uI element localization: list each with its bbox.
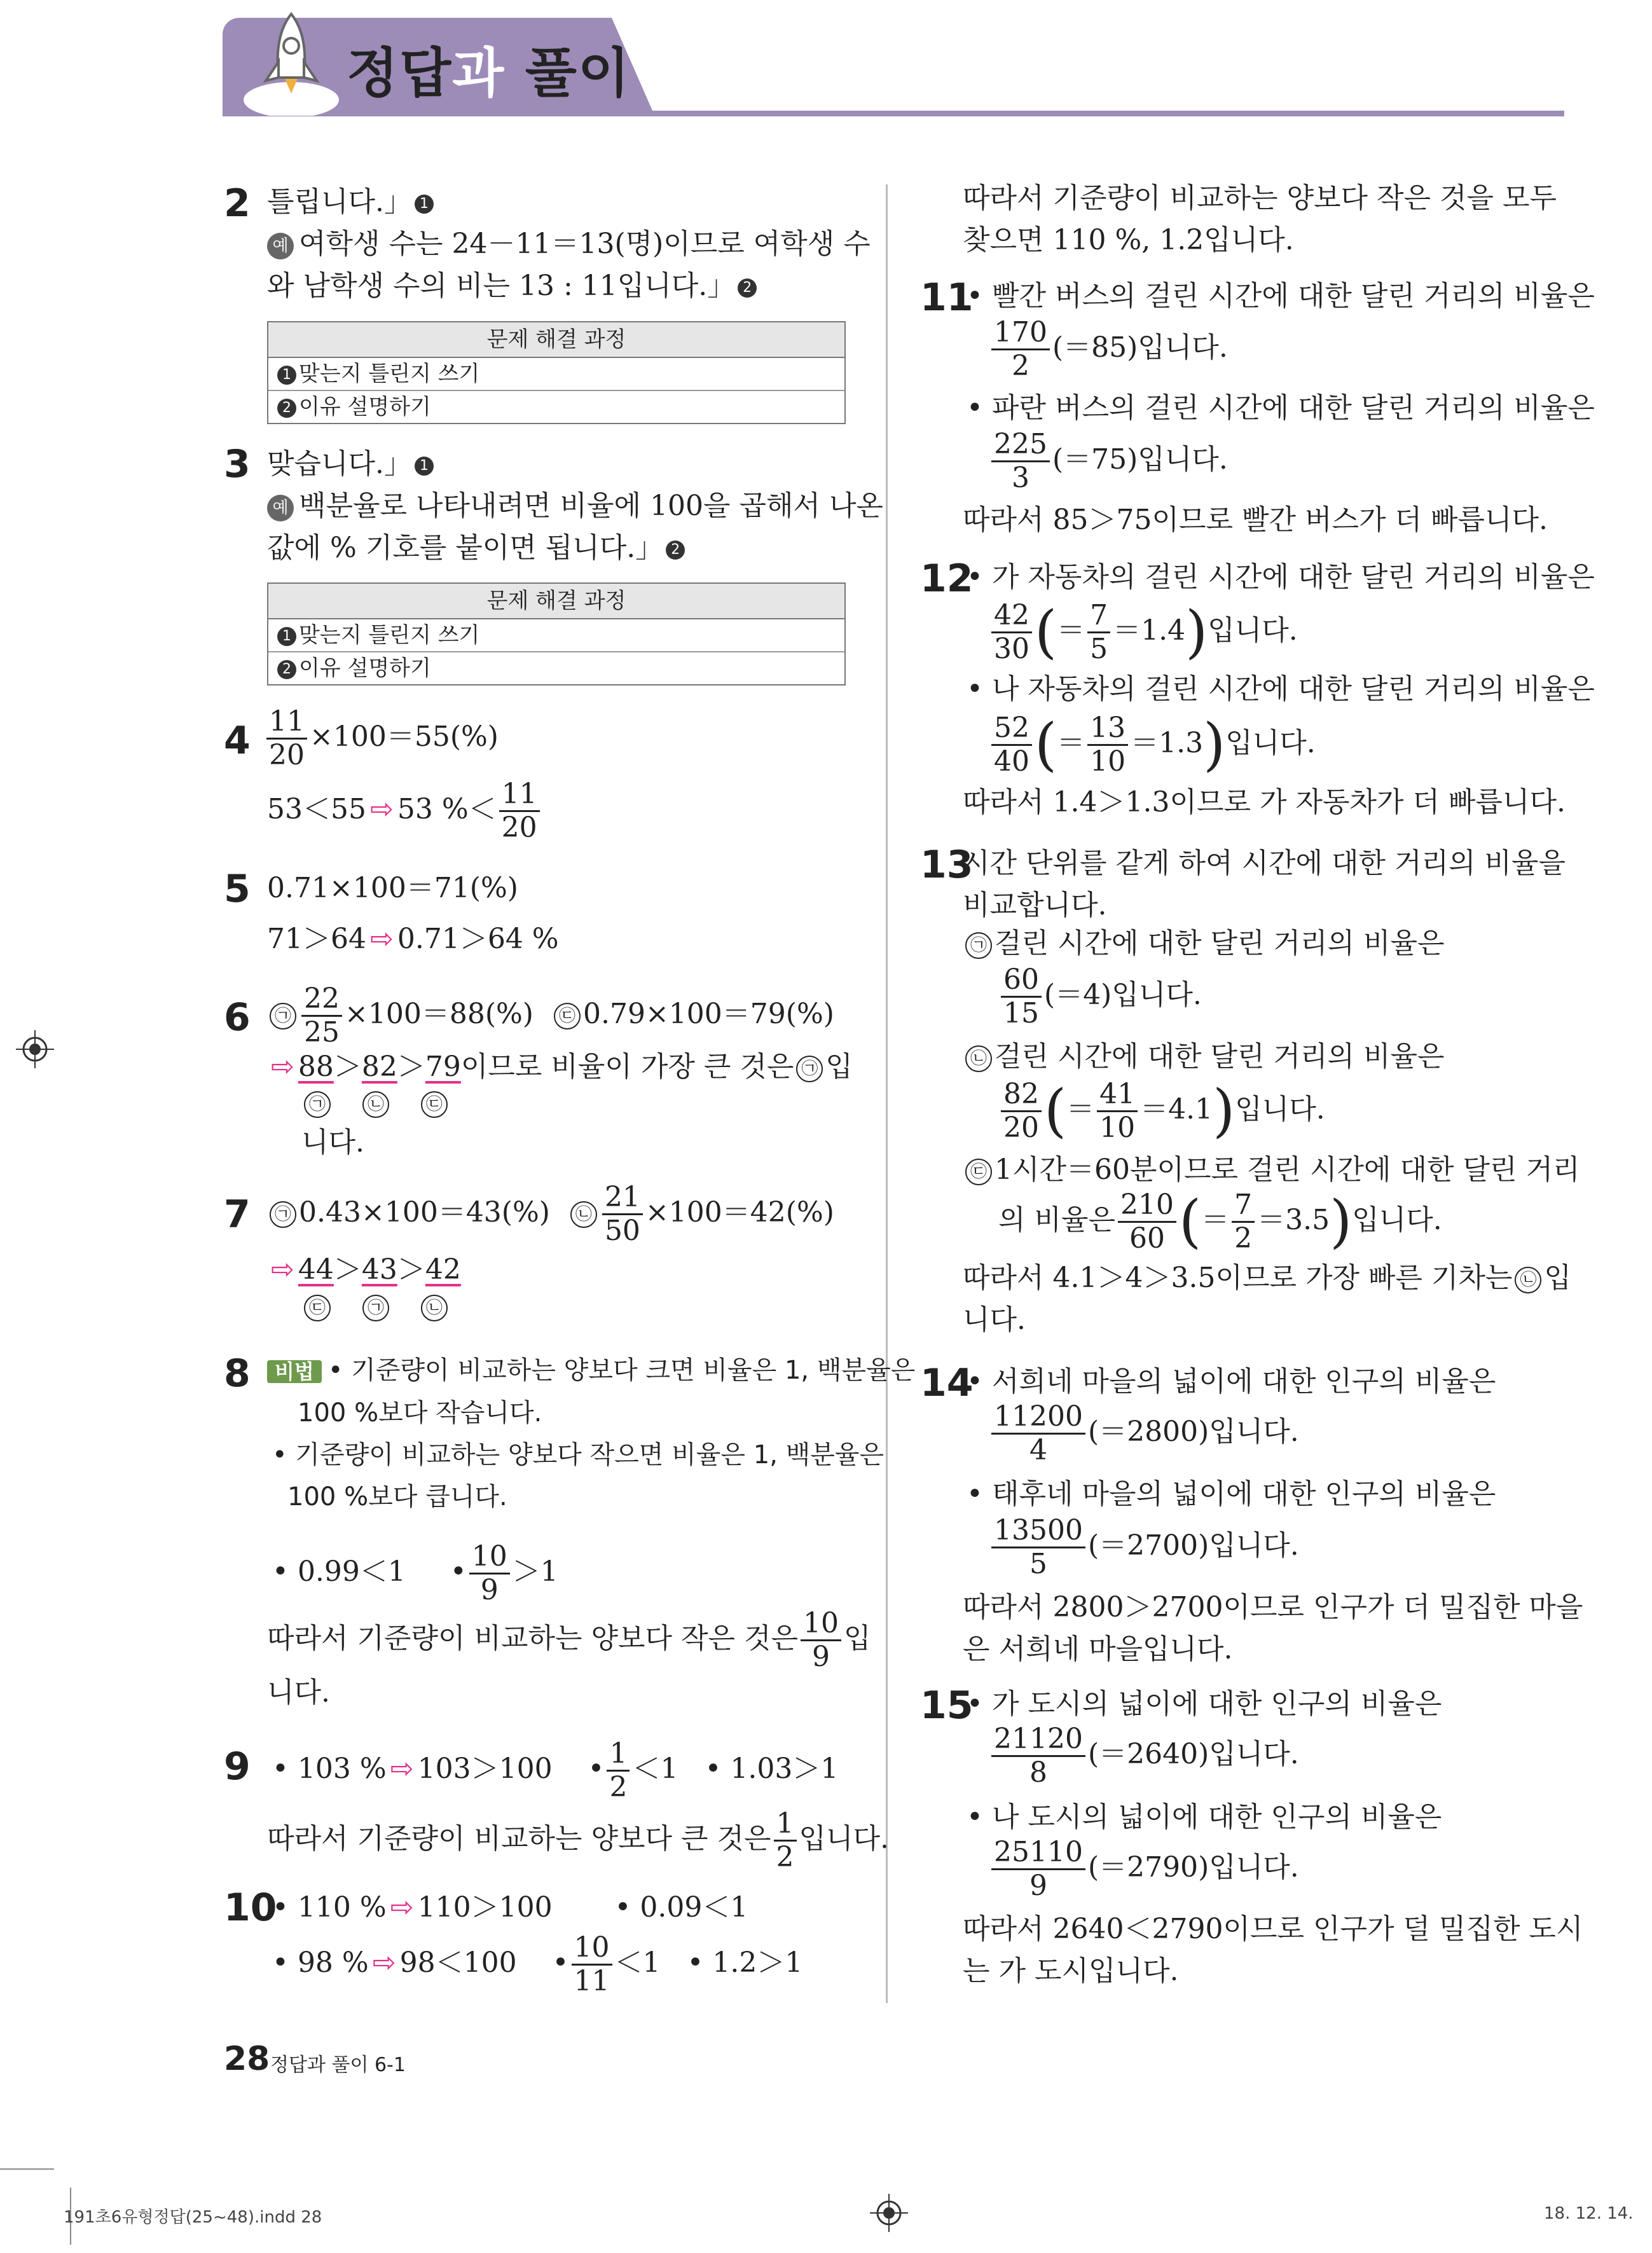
comparison: 71＞64 ⇨ 0.71＞64 % (267, 923, 559, 955)
fraction: $\frac{11}{20}$ (266, 707, 307, 770)
answer-line: 맞습니다.」 1 (267, 450, 436, 478)
text-line: 은 서희네 마을입니다. (963, 1633, 1233, 1665)
explanation-line: 와 남학생 수의 비는 13 : 11입니다.」 2 (267, 272, 759, 300)
comparison: • 98 % ⇨ 98＜100 • $\frac{10}{11}$ ＜1 • 1.2＞1 (272, 1931, 803, 1998)
registration-mark-icon (16, 1030, 54, 1068)
text-line: 따라서 4.1＞4＞3.5이므로 가장 빠른 기차는 ㉡ 입 (963, 1262, 1571, 1294)
equation: $\frac{13500}{5}$ (＝2700)입니다. (989, 1516, 1299, 1579)
footer-label: 정답과 풀이 6-1 (270, 2054, 406, 2076)
arrow-icon: ⇨ (369, 793, 394, 826)
registration-mark-icon (870, 2194, 908, 2232)
equation: $\frac{21120}{8}$ (＝2640)입니다. (989, 1725, 1299, 1788)
explanation-line: 값에 % 기호를 붙이면 됩니다.」 2 (267, 534, 687, 562)
question-number: 3 (224, 442, 251, 486)
text-line: 시간 단위를 같게 하여 시간에 대한 거리의 비율을 (963, 847, 1566, 879)
question-number: 11 (920, 275, 974, 320)
question-number: 9 (224, 1744, 251, 1789)
rocket-icon (240, 8, 342, 116)
print-slug: 191초6유형정답(25~48).indd 28 (64, 2208, 322, 2227)
text-line: 따라서 1.4＞1.3이므로 가 자동차가 더 빠릅니다. (963, 786, 1566, 818)
equation: $\frac{170}{2}$ (＝85)입니다. (989, 318, 1228, 381)
question-number: 5 (224, 867, 251, 911)
comparison: 53＜55 ⇨ 53 %＜ $\frac{11}{20}$ (267, 780, 542, 843)
text-line: 니다. (267, 1676, 330, 1709)
explanation-line: 예 백분율로 나타내려면 비율에 100을 곱해서 나온 (267, 492, 883, 521)
comparison: • 103 % ⇨ 103＞100 • $\frac{1}{2}$ ＜1 • 1.03＞1 (272, 1737, 839, 1804)
comparison: ⇨ 88＞82＞79이므로 비율이 가장 큰 것은 ㉠ 입 (271, 1051, 853, 1083)
marker-2: 2 (738, 279, 757, 298)
table-row: 1 맞는지 틀린지 쓰기 (268, 358, 844, 390)
equation: $\frac{25110}{9}$ (＝2790)입니다. (989, 1838, 1299, 1901)
text-line: 비교합니다. (963, 889, 1107, 921)
tip-line: 비법 • 기준량이 비교하는 양보다 크면 비율은 1, 백분율은 (267, 1358, 915, 1383)
comparison: • 0.99＜1 • $\frac{10}{9}$ ＞1 (272, 1540, 558, 1607)
text-line: • 태후네 마을의 넓이에 대한 인구의 비율은 (967, 1478, 1496, 1510)
example-badge: 예 (267, 495, 294, 521)
question-number: 14 (920, 1361, 974, 1405)
equation: 0.71×100＝71(%) (267, 872, 518, 904)
comparison: • 110 % ⇨ 110＞100 • 0.09＜1 (272, 1891, 748, 1924)
equation: ㉠ $\frac{22}{25}$ ×100＝88(%) ㉢ 0.79×100＝79(%) (267, 984, 834, 1047)
question-number: 8 (224, 1351, 251, 1396)
equation: $\frac{52}{40}$ (＝ $\frac{13}{10}$ ＝1.3)입니다. (989, 713, 1316, 776)
equation: $\frac{42}{30}$ (＝ $\frac{7}{5}$ ＝1.4)입니다. (989, 601, 1298, 664)
tip-line: 100 %보다 작습니다. (298, 1398, 542, 1428)
header-rule (223, 111, 1564, 116)
page-number: 28 (224, 2040, 270, 2078)
text-line: • 파란 버스의 걸린 시간에 대한 달린 거리의 비율은 (967, 392, 1595, 424)
equation: 의 비율은 $\frac{210}{60}$ (＝ $\frac{7}{2}$ ＝3.5)입니다. (998, 1188, 1442, 1255)
marker-1: 1 (415, 195, 434, 214)
tip-line: • 기준량이 비교하는 양보다 작으면 비율은 1, 백분율은 (272, 1440, 885, 1470)
text-line: 따라서 기준량이 비교하는 양보다 큰 것은 $\frac{1}{2}$ 입니다. (267, 1807, 889, 1874)
text-line: 따라서 기준량이 비교하는 양보다 작은 것은 $\frac{10}{9}$ 입 (267, 1607, 871, 1674)
page-title: 정답과 풀이 (347, 42, 631, 104)
tip-line: 100 %보다 큽니다. (287, 1482, 507, 1512)
question-number: 7 (224, 1192, 251, 1237)
equation: $\frac{82}{20}$ (＝ $\frac{41}{10}$ ＝4.1)입니다. (998, 1080, 1325, 1143)
equation: ㉠ 0.43×100＝43(%) ㉡ $\frac{21}{50}$ ×100＝42(%) (267, 1183, 834, 1246)
text-line: 따라서 85＞75이므로 빨간 버스가 더 빠릅니다. (963, 504, 1548, 536)
text-line: ㉢ 1시간＝60분이므로 걸린 시간에 대한 달린 거리 (963, 1156, 1580, 1185)
print-date: 18. 12. 14. (1544, 2204, 1634, 2223)
answer-line: 틀립니다.」 1 (267, 188, 436, 216)
example-badge: 예 (267, 233, 294, 259)
equation: $\frac{11200}{4}$ (＝2800)입니다. (989, 1402, 1299, 1465)
table-row: 1 맞는지 틀린지 쓰기 (268, 619, 844, 651)
column-divider (886, 184, 888, 2003)
question-number: 6 (224, 995, 251, 1040)
text-line: • 가 자동차의 걸린 시간에 대한 달린 거리의 비율은 (967, 561, 1595, 593)
text-line: 따라서 2800＞2700이므로 인구가 더 밀집한 마을 (963, 1591, 1583, 1623)
text-line: 니다. (301, 1126, 364, 1159)
question-number: 15 (920, 1683, 974, 1728)
tip-badge: 비법 (267, 1360, 322, 1383)
comparison: ⇨ 44＞43＞42 (271, 1253, 461, 1286)
text-line: 따라서 2640＜2790이므로 인구가 덜 밀집한 도시 (963, 1913, 1583, 1945)
text-line: 따라서 기준량이 비교하는 양보다 작은 것을 모두 (963, 182, 1557, 214)
crop-mark (0, 2168, 54, 2170)
text-line: ㉠ 걸린 시간에 대한 달린 거리의 비율은 (963, 930, 1445, 959)
table-header: 문제 해결 과정 (268, 322, 844, 358)
question-number: 10 (224, 1885, 277, 1930)
circle-labels: ㉠ ㉡ ㉢ (301, 1089, 450, 1118)
equation: $\frac{11}{20}$ ×100＝55(%) (264, 707, 499, 770)
equation: $\frac{225}{3}$ (＝75)입니다. (989, 430, 1228, 493)
text-line: 는 가 도시입니다. (963, 1955, 1179, 1987)
circle-labels: ㉢ ㉠ ㉡ (301, 1292, 450, 1321)
question-number: 13 (920, 843, 974, 887)
question-number: 2 (224, 181, 251, 226)
text-line: 찾으면 110 %, 1.2입니다. (963, 224, 1294, 256)
text-line: • 빨간 버스의 걸린 시간에 대한 달린 거리의 비율은 (967, 280, 1595, 312)
question-number: 12 (920, 556, 974, 601)
text-line: • 나 자동차의 걸린 시간에 대한 달린 거리의 비율은 (967, 673, 1595, 705)
solution-process-table (267, 321, 846, 424)
question-number: 4 (224, 719, 251, 763)
text-line: • 서희네 마을의 넓이에 대한 인구의 비율은 (967, 1365, 1496, 1398)
text-line: • 나 도시의 넓이에 대한 인구의 비율은 (967, 1801, 1442, 1833)
table-row: 2 이유 설명하기 (268, 390, 844, 423)
text-line: 니다. (963, 1304, 1026, 1336)
explanation-line: 예 여학생 수는 24－11＝13(명)이므로 여학생 수 (267, 230, 871, 259)
solution-process-table (267, 582, 846, 686)
table-row: 2 이유 설명하기 (268, 651, 844, 684)
text-line: • 가 도시의 넓이에 대한 인구의 비율은 (967, 1688, 1442, 1720)
text-line: ㉡ 걸린 시간에 대한 달린 거리의 비율은 (963, 1043, 1445, 1072)
equation: $\frac{60}{15}$ (＝4)입니다. (998, 965, 1202, 1028)
table-header: 문제 해결 과정 (268, 584, 844, 619)
